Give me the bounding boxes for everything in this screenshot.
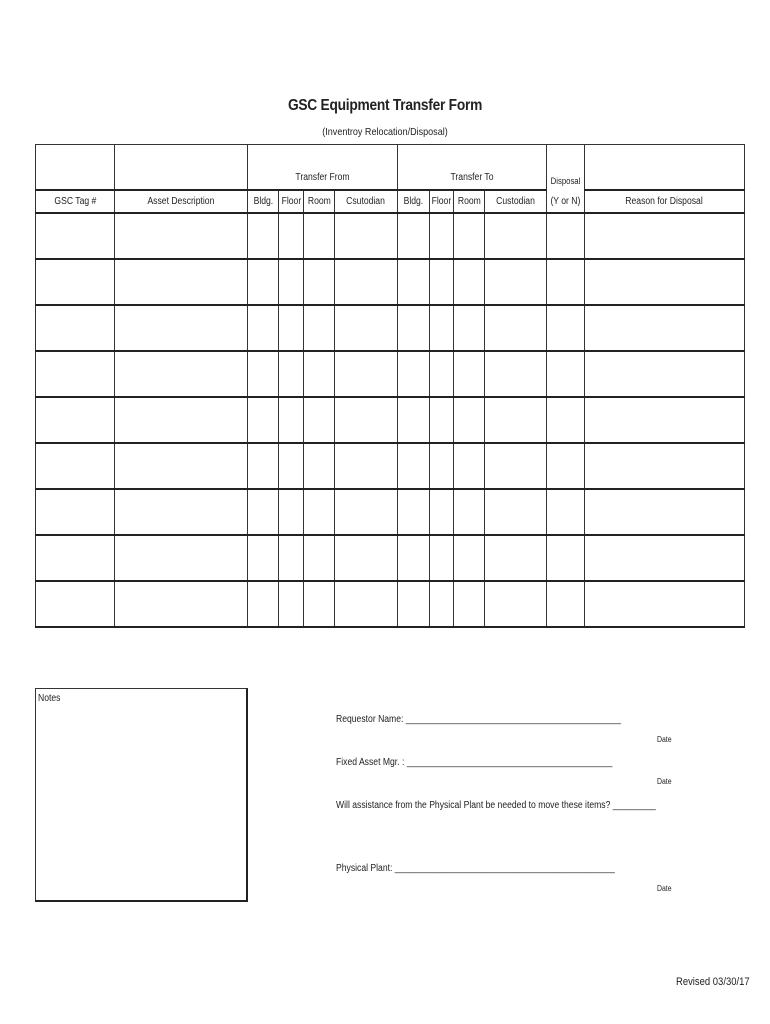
col-to-custodian: Custodian bbox=[485, 190, 547, 213]
from-custodian-cell[interactable] bbox=[335, 213, 398, 259]
reason-cell[interactable] bbox=[585, 305, 745, 351]
to-floor-cell[interactable] bbox=[430, 397, 454, 443]
reason-cell[interactable] bbox=[585, 443, 745, 489]
from-floor-cell[interactable] bbox=[279, 581, 304, 627]
to-bldg-cell[interactable] bbox=[398, 259, 430, 305]
asset-description-cell[interactable] bbox=[115, 351, 248, 397]
gsc-tag-cell[interactable] bbox=[36, 489, 115, 535]
table-row bbox=[36, 305, 745, 351]
table-row bbox=[36, 535, 745, 581]
reason-cell[interactable] bbox=[585, 259, 745, 305]
from-bldg-cell[interactable] bbox=[248, 581, 279, 627]
table-row bbox=[36, 581, 745, 627]
from-custodian-cell[interactable] bbox=[335, 535, 398, 581]
to-room-cell[interactable] bbox=[454, 581, 485, 627]
reason-cell[interactable] bbox=[585, 581, 745, 627]
to-bldg-cell[interactable] bbox=[398, 305, 430, 351]
table-row bbox=[36, 397, 745, 443]
from-floor-cell[interactable] bbox=[279, 213, 304, 259]
to-room-cell[interactable] bbox=[454, 259, 485, 305]
gsc-tag-cell[interactable] bbox=[36, 535, 115, 581]
to-room-cell[interactable] bbox=[454, 351, 485, 397]
disposal-cell[interactable] bbox=[547, 443, 585, 489]
physical-plant-date-label: Date bbox=[657, 884, 672, 893]
to-floor-cell[interactable] bbox=[430, 259, 454, 305]
from-bldg-cell[interactable] bbox=[248, 535, 279, 581]
to-custodian-cell[interactable] bbox=[485, 351, 547, 397]
table-row bbox=[36, 259, 745, 305]
col-from-room: Room bbox=[304, 190, 335, 213]
to-bldg-cell[interactable] bbox=[398, 351, 430, 397]
header-blank-reason bbox=[585, 145, 745, 191]
to-floor-cell[interactable] bbox=[430, 489, 454, 535]
from-custodian-cell[interactable] bbox=[335, 489, 398, 535]
to-floor-cell[interactable] bbox=[430, 351, 454, 397]
from-room-cell[interactable] bbox=[304, 489, 335, 535]
reason-cell[interactable] bbox=[585, 351, 745, 397]
from-bldg-cell[interactable] bbox=[248, 259, 279, 305]
table-row bbox=[36, 489, 745, 535]
from-room-cell[interactable] bbox=[304, 443, 335, 489]
to-floor-cell[interactable] bbox=[430, 443, 454, 489]
from-room-cell[interactable] bbox=[304, 351, 335, 397]
table-row bbox=[36, 213, 745, 259]
to-room-cell[interactable] bbox=[454, 305, 485, 351]
from-room-cell[interactable] bbox=[304, 259, 335, 305]
table-row bbox=[36, 443, 745, 489]
col-reason: Reason for Disposal bbox=[585, 190, 745, 213]
gsc-tag-cell[interactable] bbox=[36, 581, 115, 627]
from-bldg-cell[interactable] bbox=[248, 351, 279, 397]
from-floor-cell[interactable] bbox=[279, 489, 304, 535]
from-custodian-cell[interactable] bbox=[335, 397, 398, 443]
to-bldg-cell[interactable] bbox=[398, 535, 430, 581]
gsc-tag-cell[interactable] bbox=[36, 213, 115, 259]
reason-cell[interactable] bbox=[585, 535, 745, 581]
notes-label: Notes bbox=[38, 693, 61, 704]
asset-description-cell[interactable] bbox=[115, 581, 248, 627]
reason-cell[interactable] bbox=[585, 213, 745, 259]
requestor-date-label: Date bbox=[657, 735, 672, 744]
asset-description-cell[interactable] bbox=[115, 213, 248, 259]
from-bldg-cell[interactable] bbox=[248, 213, 279, 259]
col-disposal-yn: (Y or N) bbox=[547, 190, 585, 213]
disposal-cell[interactable] bbox=[547, 581, 585, 627]
to-custodian-cell[interactable] bbox=[485, 397, 547, 443]
to-room-cell[interactable] bbox=[454, 213, 485, 259]
to-bldg-cell[interactable] bbox=[398, 581, 430, 627]
from-floor-cell[interactable] bbox=[279, 535, 304, 581]
disposal-cell[interactable] bbox=[547, 397, 585, 443]
disposal-cell[interactable] bbox=[547, 489, 585, 535]
from-floor-cell[interactable] bbox=[279, 443, 304, 489]
disposal-group: Disposal bbox=[547, 145, 585, 191]
reason-cell[interactable] bbox=[585, 489, 745, 535]
from-floor-cell[interactable] bbox=[279, 305, 304, 351]
to-bldg-cell[interactable] bbox=[398, 213, 430, 259]
from-custodian-cell[interactable] bbox=[335, 305, 398, 351]
to-floor-cell[interactable] bbox=[430, 305, 454, 351]
asset-description-cell[interactable] bbox=[115, 443, 248, 489]
asset-description-cell[interactable] bbox=[115, 489, 248, 535]
to-room-cell[interactable] bbox=[454, 443, 485, 489]
col-to-bldg: Bldg. bbox=[398, 190, 430, 213]
to-bldg-cell[interactable] bbox=[398, 489, 430, 535]
to-room-cell[interactable] bbox=[454, 535, 485, 581]
from-bldg-cell[interactable] bbox=[248, 443, 279, 489]
to-custodian-cell[interactable] bbox=[485, 259, 547, 305]
from-bldg-cell[interactable] bbox=[248, 397, 279, 443]
from-floor-cell[interactable] bbox=[279, 351, 304, 397]
to-floor-cell[interactable] bbox=[430, 581, 454, 627]
transfer-from-group: Transfer From bbox=[248, 145, 398, 191]
transfer-table bbox=[35, 144, 745, 628]
col-from-bldg: Bldg. bbox=[248, 190, 279, 213]
col-to-floor: Floor bbox=[430, 190, 454, 213]
disposal-cell[interactable] bbox=[547, 213, 585, 259]
to-floor-cell[interactable] bbox=[430, 535, 454, 581]
revised-date: Revised 03/30/17 bbox=[676, 976, 750, 988]
col-from-floor: Floor bbox=[279, 190, 304, 213]
to-floor-cell[interactable] bbox=[430, 213, 454, 259]
to-custodian-cell[interactable] bbox=[485, 305, 547, 351]
asset-description-cell[interactable] bbox=[115, 305, 248, 351]
from-room-cell[interactable] bbox=[304, 581, 335, 627]
to-custodian-cell[interactable] bbox=[485, 443, 547, 489]
to-custodian-cell[interactable] bbox=[485, 581, 547, 627]
requestor-name-line[interactable]: Requestor Name: _____________________________________________ bbox=[336, 714, 622, 725]
transfer-to-group: Transfer To bbox=[398, 145, 547, 191]
disposal-cell[interactable] bbox=[547, 535, 585, 581]
to-custodian-cell[interactable] bbox=[485, 535, 547, 581]
gsc-tag-cell[interactable] bbox=[36, 259, 115, 305]
from-room-cell[interactable] bbox=[304, 213, 335, 259]
fixed-asset-mgr-line[interactable]: Fixed Asset Mgr. : ___________________________________________ bbox=[336, 757, 613, 768]
from-custodian-cell[interactable] bbox=[335, 351, 398, 397]
fixed-asset-date-label: Date bbox=[657, 777, 672, 786]
form-subtitle: (Inventroy Relocation/Disposal) bbox=[322, 126, 448, 138]
asset-description-cell[interactable] bbox=[115, 397, 248, 443]
form-title: GSC Equipment Transfer Form bbox=[287, 97, 483, 114]
to-custodian-cell[interactable] bbox=[485, 213, 547, 259]
from-room-cell[interactable] bbox=[304, 535, 335, 581]
table-row bbox=[36, 351, 745, 397]
gsc-tag-cell[interactable] bbox=[36, 397, 115, 443]
notes-box[interactable] bbox=[35, 688, 248, 902]
disposal-cell[interactable] bbox=[547, 305, 585, 351]
from-floor-cell[interactable] bbox=[279, 397, 304, 443]
to-room-cell[interactable] bbox=[454, 397, 485, 443]
from-bldg-cell[interactable] bbox=[248, 489, 279, 535]
to-bldg-cell[interactable] bbox=[398, 443, 430, 489]
to-bldg-cell[interactable] bbox=[398, 397, 430, 443]
gsc-tag-cell[interactable] bbox=[36, 443, 115, 489]
header-blank-description bbox=[115, 145, 248, 191]
from-custodian-cell[interactable] bbox=[335, 259, 398, 305]
reason-cell[interactable] bbox=[585, 397, 745, 443]
col-to-room: Room bbox=[454, 190, 485, 213]
from-custodian-cell[interactable] bbox=[335, 581, 398, 627]
from-room-cell[interactable] bbox=[304, 305, 335, 351]
col-from-custodian: Csutodian bbox=[335, 190, 398, 213]
from-custodian-cell[interactable] bbox=[335, 443, 398, 489]
col-gsc-tag: GSC Tag # bbox=[36, 190, 115, 213]
to-room-cell[interactable] bbox=[454, 489, 485, 535]
physical-plant-line[interactable]: Physical Plant: ______________________________________________ bbox=[336, 863, 615, 874]
asset-description-cell[interactable] bbox=[115, 535, 248, 581]
col-asset-description: Asset Description bbox=[115, 190, 248, 213]
header-blank-tag bbox=[36, 145, 115, 191]
to-custodian-cell[interactable] bbox=[485, 489, 547, 535]
from-floor-cell[interactable] bbox=[279, 259, 304, 305]
disposal-cell[interactable] bbox=[547, 259, 585, 305]
asset-description-cell[interactable] bbox=[115, 259, 248, 305]
gsc-tag-cell[interactable] bbox=[36, 305, 115, 351]
from-room-cell[interactable] bbox=[304, 397, 335, 443]
assistance-question[interactable]: Will assistance from the Physical Plant be needed to move these items? _________ bbox=[336, 800, 656, 811]
disposal-cell[interactable] bbox=[547, 351, 585, 397]
from-bldg-cell[interactable] bbox=[248, 305, 279, 351]
gsc-tag-cell[interactable] bbox=[36, 351, 115, 397]
